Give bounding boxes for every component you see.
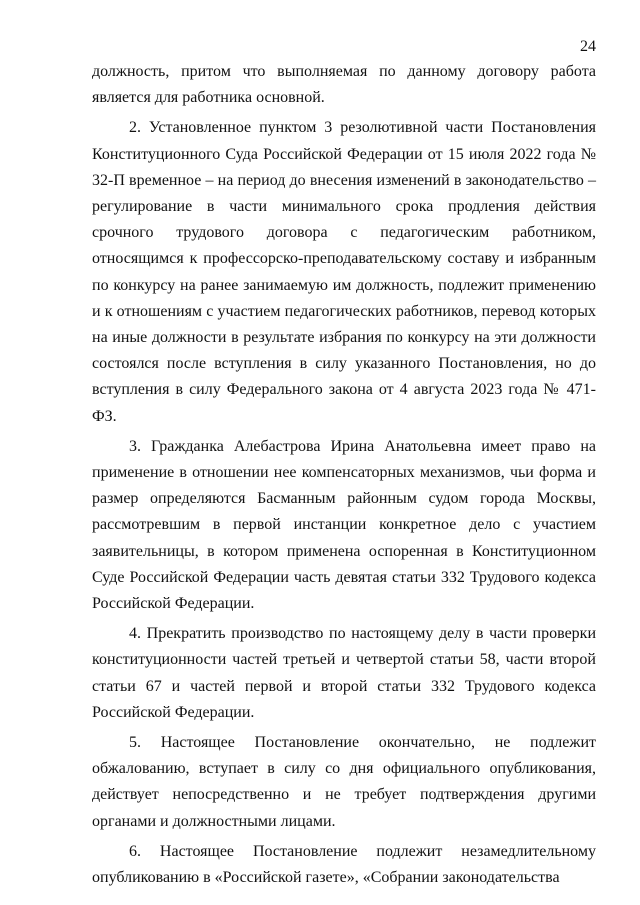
page-number: 24: [580, 38, 596, 55]
paragraph-item-3: 3. Гражданка Алебастрова Ирина Анатольевна имеет право на применение в отношении нее компенсаторных механизмов, чьи форма и размер определяются Басманным районным судом города Москвы, рассмотревшим в первой инстанции конкретное дело с участием заявительницы, в котором применена оспоренная в Конституционном Суде Российской Федерации часть девятая статьи 332 Трудового кодекса Российской Федерации.: [92, 437, 596, 613]
paragraph-item-6: 6. Настоящее Постановление подлежит незамедлительному опубликованию в «Российской газете», «Собрании законодательства: [92, 842, 596, 887]
paragraph-item-2: 2. Установленное пунктом 3 резолютивной части Постановления Конституционного Суда Российской Федерации от 15 июля 2022 года № 32-П временное – на период до внесения изменений в законодательство – регулирование в части минимального срока продления действия срочного трудового договора с педагогическим работником, относящимся к профессорско-преподавательскому составу и избранным по конкурсу на ранее занимаемую им должность, подлежит применению и к отношениям с участием педагогических работников, перевод которых на иные должности в результате избрания по конкурсу на эти должности состоялся после вступления в силу указанного Постановления, но до вступления в силу Федерального закона от 4 августа 2023 года № 471-ФЗ.: [92, 119, 596, 425]
paragraph-continuation: должность, притом что выполняемая по данному договору работа является для работника основной.: [92, 63, 596, 107]
document-body: [92, 59, 596, 895]
paragraph-item-4: 4. Прекратить производство по настоящему делу в части проверки конституционности частей третьей и четвертой статьи 58, части второй статьи 67 и частей первой и второй статьи 332 Трудового кодекса Российской Федерации.: [92, 625, 596, 721]
paragraph-item-5: 5. Настоящее Постановление окончательно, не подлежит обжалованию, вступает в силу со дня официального опубликования, действует непосредственно и не требует подтверждения другими органами и должностными лицами.: [92, 734, 596, 830]
